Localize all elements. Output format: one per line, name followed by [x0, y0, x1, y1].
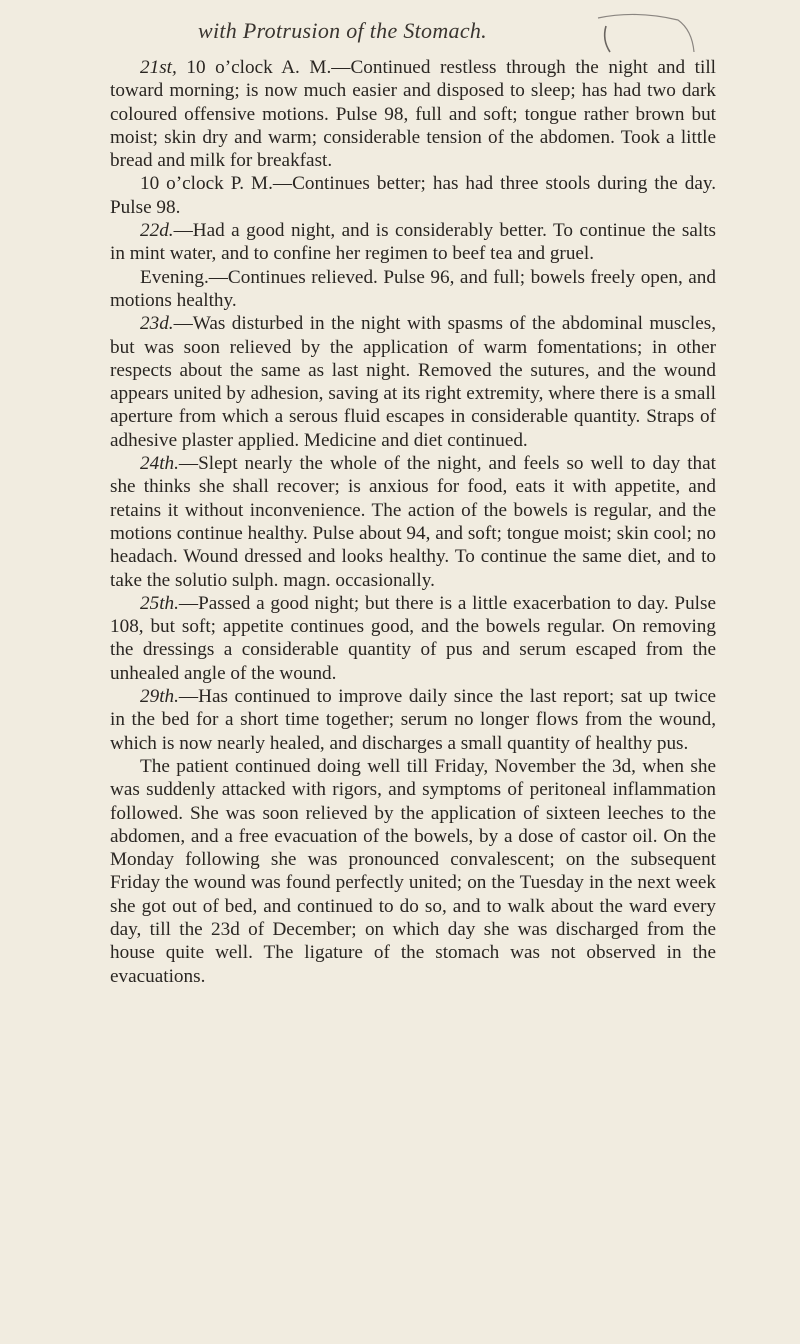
entry-text: —Has continued to improve daily since the last report; sat up twice in the bed for a short time together; serum no longer flows from the wound, which is now nearly healed, and discharges a small quantity of healthy pus. — [110, 686, 716, 754]
entry-text: 10 o’clock A. M.—Continued restless through the night and till toward morning; is now much easier and disposed to sleep; has had two dark coloured offensive motions. Pulse 98, full and soft; tongue rather brown but moist; skin dry and warm; considerable tension of the abdomen. Took a little bread and milk for breakfast. — [110, 57, 716, 172]
library-stamp-mark — [596, 12, 696, 56]
entry-date: 21st, — [140, 57, 177, 78]
body-text — [110, 56, 716, 988]
entry-date: 29th. — [140, 686, 179, 708]
paragraph — [110, 266, 716, 313]
entry-text: —Had a good night, and is considerably better. To continue the salts in mint water, and to confine her regimen to beef tea and gruel. — [110, 220, 716, 265]
paragraph — [110, 755, 716, 988]
paragraph — [110, 172, 716, 219]
entry-text: 10 o’clock P. M.—Continues better; has had three stools during the day. Pulse 98. — [110, 173, 716, 218]
entry-date: 23d. — [140, 313, 174, 335]
page-header — [0, 12, 800, 52]
entry-date: 22d. — [140, 220, 174, 242]
entry-date: 25th. — [140, 592, 179, 614]
paragraph — [110, 219, 716, 266]
entry-date: 24th. — [140, 453, 179, 475]
paragraph — [110, 56, 716, 172]
entry-text: —Passed a good night; but there is a little exacerbation to day. Pulse 108, but soft; appetite continues good, and the bowels regular. On removing the dressings a considerable quantity of pus and serum escaped from the unhealed angle of the wound. — [110, 592, 716, 684]
entry-text: The patient continued doing well till Friday, November the 3d, when she was suddenly attacked with rigors, and symptoms of peritoneal inflammation followed. She was soon relieved by the application of sixteen leeches to the abdomen, and a free evacuation of the bowels, by a dose of castor oil. On the Monday following she was pronounced convalescent; on the subsequent Friday the wound was found perfectly united; on the Tuesday in the next week she got out of bed, and continued to do so, and to walk about the ward every day, till the 23d of December; on which day she was discharged from the house quite well. The ligature of the stomach was not observed in the evacuations. — [110, 755, 716, 987]
paragraph — [110, 685, 716, 755]
paragraph — [110, 312, 716, 452]
entry-text: Evening.—Continues relieved. Pulse 96, and full; bowels freely open, and motions healthy. — [110, 266, 716, 311]
entry-text: —Slept nearly the whole of the night, and feels so well to day that she thinks she shall recover; is anxious for food, eats it with appetite, and retains it without inconvenience. The action of the bowels is regular, and the motions continue healthy. Pulse about 94, and soft; tongue moist; skin cool; no headach. Wound dressed and looks healthy. To continue the same diet, and to take the solutio sulph. magn. occasionally. — [110, 453, 716, 591]
running-head: with Protrusion of the Stomach. — [198, 18, 487, 43]
entry-text: —Was disturbed in the night with spasms of the abdominal muscles, but was soon relieved by the application of warm fomentations; in other respects about the same as last night. Removed the sutures, and the wound appears united by adhesion, saving at its right extremity, where there is a small aperture from which a serous fluid escapes in considerable quantity. Straps of adhesive plaster applied. Medicine and diet continued. — [110, 313, 716, 451]
paragraph — [110, 452, 716, 592]
paragraph — [110, 592, 716, 685]
